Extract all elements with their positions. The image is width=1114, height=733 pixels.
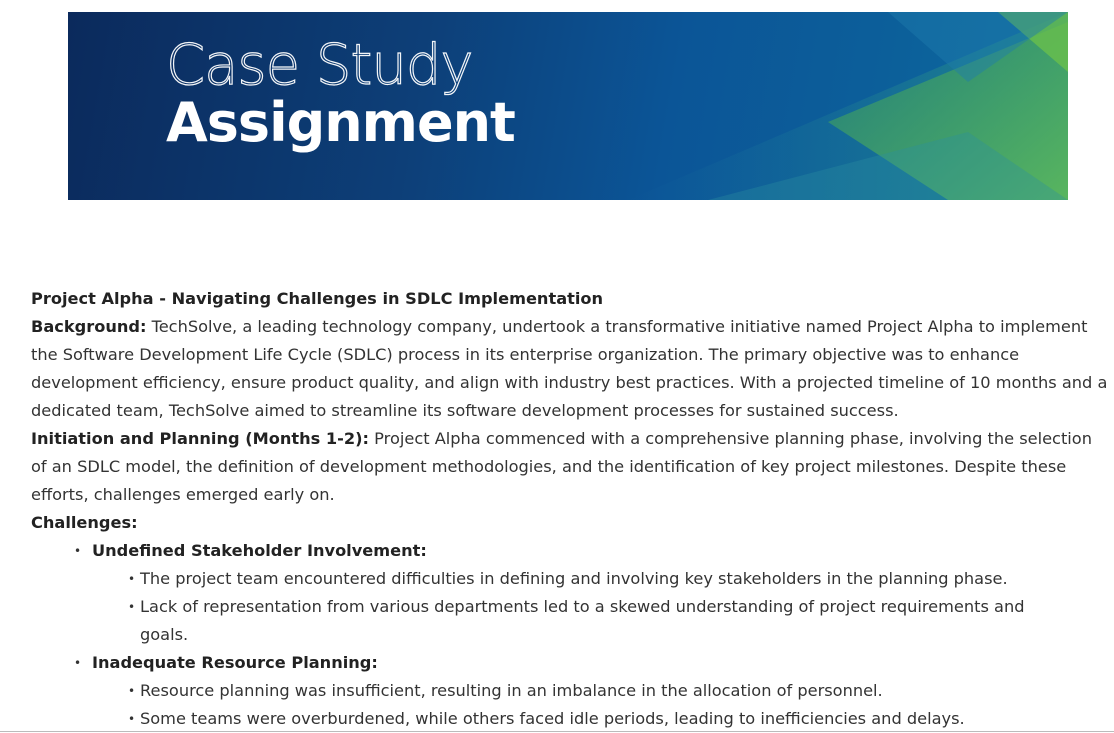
case-study-banner: [68, 12, 1068, 200]
background-paragraph: [31, 313, 1109, 425]
challenge-point: • Resource planning was insufficient, resulting in an imbalance in the allocation of personnel.: [128, 677, 1030, 705]
challenge-point: • The project team encountered difficulties in defining and involving key stakeholders in the planning phase.: [128, 565, 1030, 593]
initiation-text: Project Alpha commenced with a comprehensive planning phase, involving the selection of an SDLC model, the definition of development methodologies, and the identification of key project milestones. Despite these efforts, challenges emerged early on.: [31, 429, 1092, 504]
page-divider: [0, 731, 1114, 732]
challenge-point: • Lack of representation from various departments led to a skewed understanding of project requirements and goals.: [128, 593, 1030, 649]
challenge-item: [74, 649, 1109, 733]
banner-title-line1: Case Study: [166, 33, 473, 98]
challenges-list: [31, 537, 1109, 733]
document-title: Project Alpha - Navigating Challenges in SDLC Implementation: [31, 289, 604, 308]
initiation-paragraph: [31, 425, 1109, 509]
initiation-label: Initiation and Planning (Months 1-2):: [31, 429, 370, 448]
challenge-points: [92, 565, 1109, 649]
challenge-item: [74, 537, 1109, 649]
challenges-label: Challenges:: [31, 513, 138, 532]
document-body: [31, 285, 1109, 733]
challenge-heading: Inadequate Resource Planning:: [92, 653, 378, 672]
challenge-heading: Undefined Stakeholder Involvement:: [92, 541, 427, 560]
background-label: Background:: [31, 317, 147, 336]
challenge-point: • Some teams were overburdened, while others faced idle periods, leading to inefficiencies and delays.: [128, 705, 1030, 733]
banner-title-line2: Assignment: [166, 91, 515, 154]
background-text: TechSolve, a leading technology company, undertook a transformative initiative named Project Alpha to implement the Software Development Life Cycle (SDLC) process in its enterprise organization. The primary objective was to enhance development efficiency, ensure product quality, and align with industry best practices. With a projected timeline of 10 months and a dedicated team, TechSolve aimed to streamline its software development processes for sustained success.: [31, 317, 1108, 420]
challenge-points: [92, 677, 1109, 733]
